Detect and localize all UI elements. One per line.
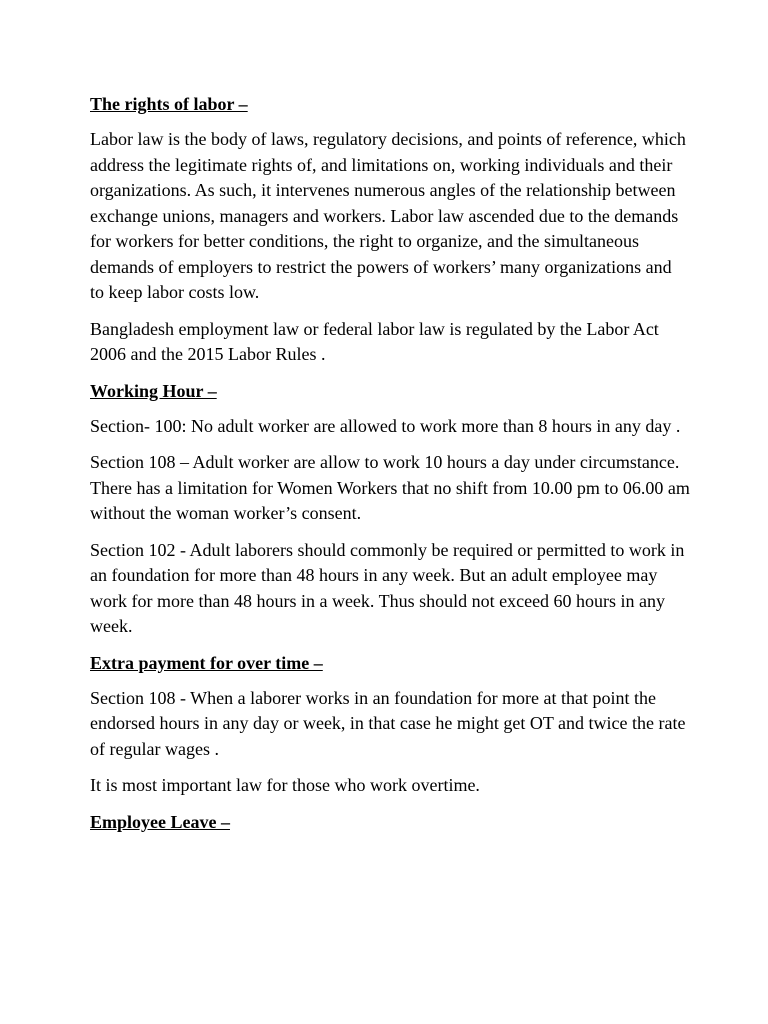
heading-rights-of-labor: The rights of labor – xyxy=(90,94,248,114)
paragraph-section-108-hours: Section 108 – Adult worker are allow to work 10 hours a day under circumstance. There has a limitation for Women Workers that no shift from 10.00 pm to 06.00 am without the woman worker’s consent. xyxy=(90,452,690,523)
document-page xyxy=(90,92,690,845)
paragraph-labor-law: Labor law is the body of laws, regulatory decisions, and points of reference, which address the legitimate rights of, and limitations on, working individuals and their organizations. As such, it intervenes numerous angles of the relationship between exchange unions, managers and workers. Labor law ascended due to the demands for workers for better conditions, the right to organize, and the simultaneous demands of employers to restrict the powers of workers’ many organizations and to keep labor costs low. xyxy=(90,129,686,302)
paragraph-section-108-overtime: Section 108 - When a laborer works in an foundation for more at that point the endorsed hours in any day or week, in that case he might get OT and twice the rate of regular wages . xyxy=(90,687,686,759)
paragraph-important-note: It is most important law for those who work overtime. xyxy=(90,775,480,795)
paragraph-bangladesh-law: Bangladesh employment law or federal labor law is regulated by the Labor Act 2006 and the 2015 Labor Rules . xyxy=(90,318,659,364)
paragraph-section-102: Section 102 - Adult laborers should commonly be required or permitted to work in an foundation for more than 48 hours in any week. But an adult employee may work for more than 48 hours in a week. Thus should not exceed 60 hours in any week. xyxy=(90,539,685,636)
heading-employee-leave: Employee Leave – xyxy=(90,811,230,832)
paragraph-section-100: Section- 100: No adult worker are allowed to work more than 8 hours in any day . xyxy=(90,415,681,436)
heading-working-hour: Working Hour – xyxy=(90,380,217,401)
heading-extra-payment: Extra payment for over time – xyxy=(90,652,323,673)
